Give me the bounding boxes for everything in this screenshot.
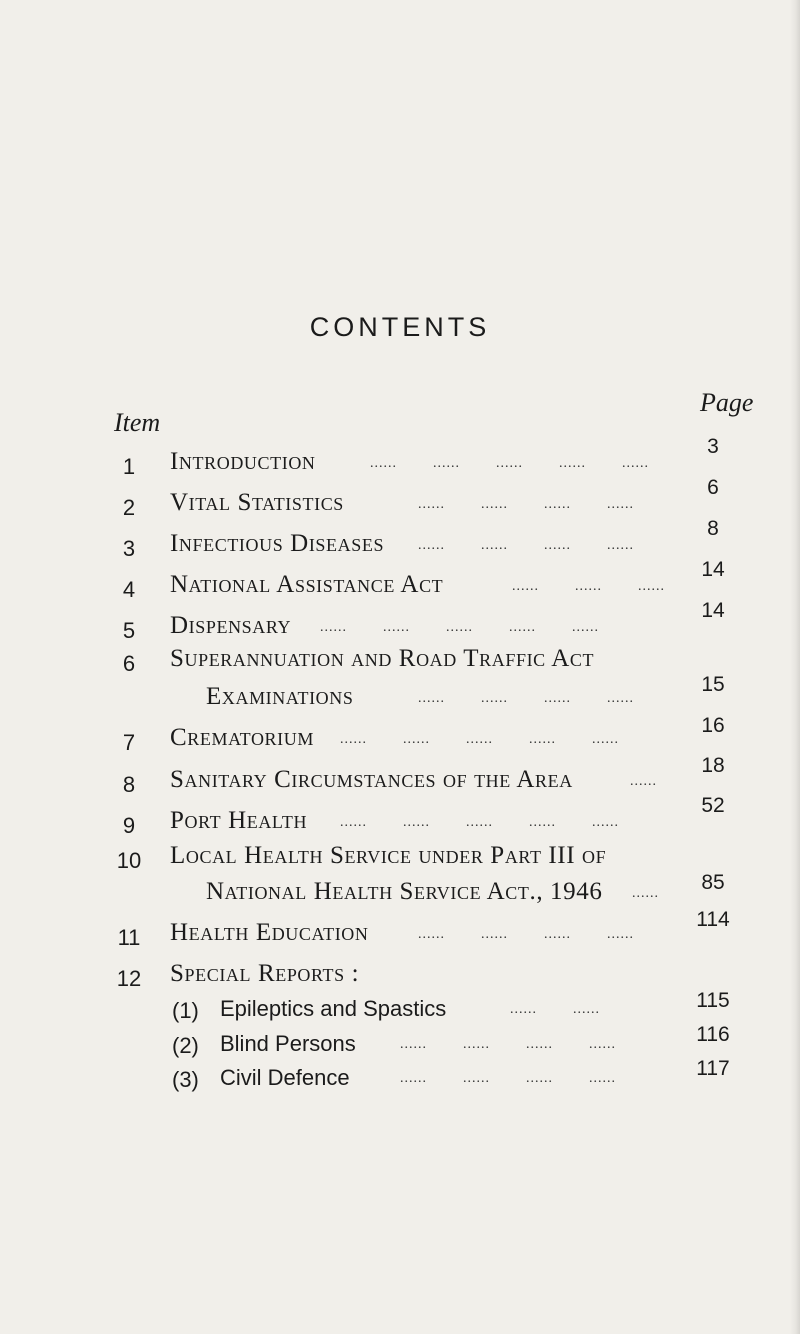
toc-entry [0, 794, 800, 847]
entry-page: 15 [701, 673, 725, 696]
toc-sub-entry [172, 1067, 692, 1101]
leader-dots: ...... ...... ...... [512, 579, 665, 594]
toc-entry [0, 960, 800, 1000]
entry-number: 7 [122, 730, 136, 755]
toc-entry [0, 517, 800, 570]
leader-dots: ...... ...... ...... ...... [400, 1071, 616, 1086]
leader-dots: ...... ...... ...... ...... [418, 497, 634, 512]
entry-title: Special Reports : [170, 960, 360, 987]
entry-title: Port Health [170, 807, 308, 834]
leader-dots: ...... ...... ...... ...... ...... [320, 620, 599, 635]
sub-entry-title: Epileptics and Spastics [220, 996, 447, 1021]
entry-number: 11 [117, 925, 141, 950]
leader-dots: ...... ...... ...... ...... ...... [340, 815, 619, 830]
entry-number: 8 [122, 772, 136, 797]
sub-entry-number: (3) [172, 1067, 199, 1092]
entry-page: 6 [707, 476, 719, 499]
entry-title: Introduction [170, 448, 316, 475]
entry-page: 18 [701, 754, 725, 777]
toc-entry [0, 842, 800, 922]
leader-dots: ...... ...... ...... ...... ...... [370, 456, 649, 471]
entry-number: 1 [122, 454, 136, 479]
entry-page: 14 [701, 558, 725, 581]
entry-page: 8 [707, 517, 719, 540]
entry-title: Superannuation and Road Traffic Act [170, 645, 595, 672]
entry-number: 9 [122, 813, 136, 838]
entry-number: 5 [122, 618, 136, 643]
sub-entry-page: 115 [696, 989, 730, 1012]
entry-title: Crematorium [170, 724, 314, 751]
entry-title-continued: National Health Service Act., 1946 [206, 878, 603, 905]
leader-dots: ...... ...... [510, 1002, 600, 1017]
sub-entry-title: Civil Defence [220, 1065, 350, 1090]
entry-title: National Assistance Act [170, 571, 444, 598]
page-title: CONTENTS [309, 312, 491, 342]
toc-entry [0, 645, 800, 725]
page-column-header: Page [700, 388, 754, 417]
toc-entry [0, 714, 800, 764]
entry-title-continued: Examinations [206, 683, 354, 710]
toc-sub-entry [172, 1033, 692, 1067]
entry-title: Infectious Diseases [170, 530, 385, 557]
leader-dots: ...... [632, 886, 659, 901]
leader-dots: ...... ...... ...... ...... [418, 927, 634, 942]
sub-entry-number: (1) [172, 998, 199, 1023]
entry-number: 6 [122, 651, 136, 676]
entry-page: 14 [701, 599, 725, 622]
sub-entry-page: 116 [696, 1023, 730, 1046]
toc-entry [0, 908, 800, 959]
entry-page: 16 [701, 714, 725, 737]
leader-dots: ...... [630, 774, 657, 789]
entry-title: Dispensary [170, 612, 292, 639]
entry-number: 12 [116, 966, 142, 991]
toc-entry [0, 558, 800, 611]
sub-entry-page: 117 [696, 1057, 730, 1080]
sub-entry-title: Blind Persons [220, 1031, 356, 1056]
entry-page: 114 [696, 908, 730, 931]
entry-number: 3 [122, 536, 136, 561]
entry-page: 52 [701, 794, 725, 817]
entry-number: 10 [116, 848, 142, 873]
entry-number: 4 [122, 577, 136, 602]
leader-dots: ...... ...... ...... ...... [418, 691, 634, 706]
leader-dots: ...... ...... ...... ...... [400, 1037, 616, 1052]
leader-dots: ...... ...... ...... ...... [418, 538, 634, 553]
entry-number: 2 [122, 495, 136, 520]
item-column-header: Item [114, 408, 161, 437]
leader-dots: ...... ...... ...... ...... ...... [340, 732, 619, 747]
entry-page: 3 [707, 435, 719, 458]
entry-title: Vital Statistics [170, 489, 344, 516]
entry-title: Health Education [170, 919, 369, 946]
toc-entry [0, 476, 800, 529]
entry-page: 85 [701, 871, 725, 894]
toc-entry [0, 754, 800, 806]
entry-title: Sanitary Circumstances of the Area [170, 766, 573, 793]
toc-entry [0, 435, 800, 488]
toc-sub-entry [172, 998, 692, 1032]
sub-entry-number: (2) [172, 1033, 199, 1058]
entry-title: Local Health Service under Part III of [170, 842, 607, 869]
